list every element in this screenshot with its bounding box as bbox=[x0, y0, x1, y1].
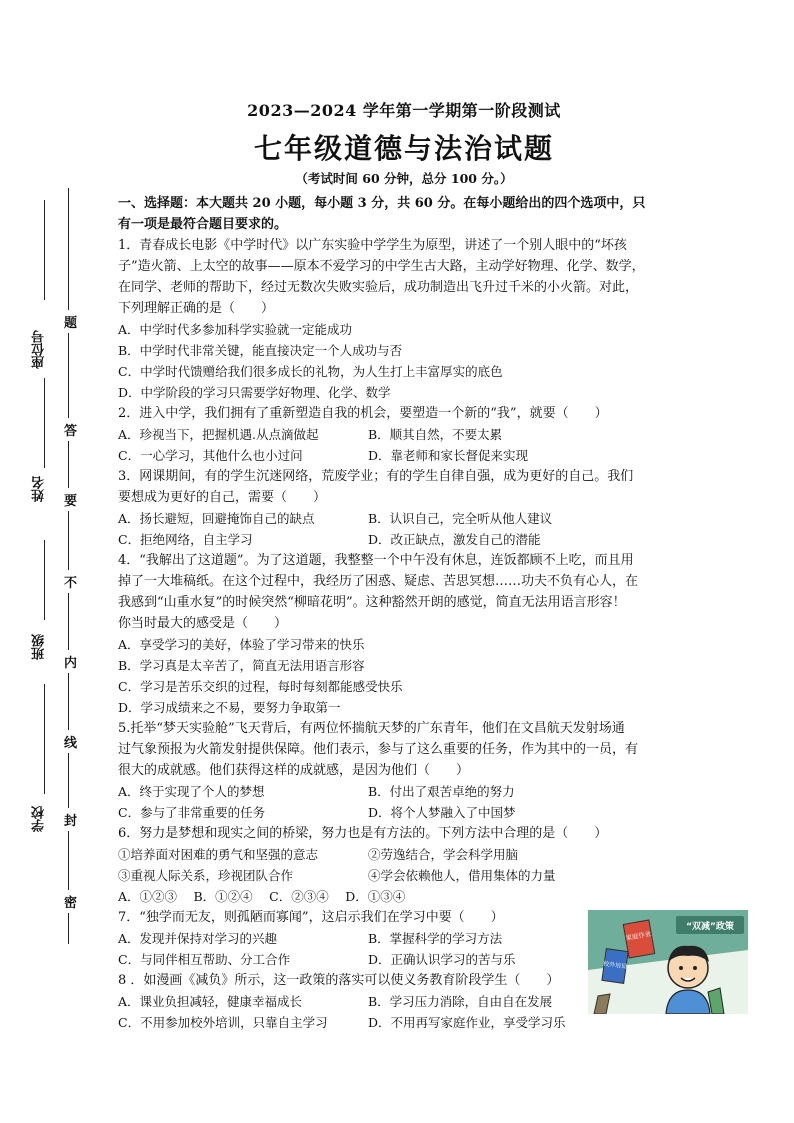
option-row bbox=[118, 1012, 690, 1033]
exam-title: 七年级道德与法治试题 bbox=[253, 132, 554, 165]
statement-4: ④学会依赖他人，借用集体的力量 bbox=[368, 868, 556, 883]
seal-char: 线 bbox=[64, 730, 77, 753]
question-text: 掉了一大堆稿纸。在这个过程中，我经历了困惑、疑虑、苦思冥想……功夫不负有心人，在 bbox=[118, 574, 639, 589]
option-a[interactable]: A．课业负担减轻，健康幸福成长 bbox=[118, 994, 303, 1009]
seat-blank[interactable] bbox=[44, 200, 45, 300]
question-3 bbox=[118, 466, 690, 550]
statement-3: ③重视人际关系，珍视团队合作 bbox=[118, 868, 294, 883]
question-text: 3．网课期间，有的学生沉迷网络，荒废学业；有的学生自律自强，成为更好的自己。我们 bbox=[118, 469, 634, 484]
banner-text: “双减”政策 bbox=[686, 922, 734, 932]
question-text: 过气象预报为火箭发射提供保障。他们表示，参与了这么重要的任务，作为其中的一员，有 bbox=[118, 742, 639, 757]
seal-char: 不 bbox=[64, 570, 77, 593]
option-c[interactable]: C．中学时代馈赠给我们很多成长的礼物，为人生打上丰富厚实的底色 bbox=[118, 364, 503, 379]
option-c[interactable]: C．参与了非常重要的任务 bbox=[118, 805, 266, 820]
option-row bbox=[118, 529, 690, 550]
option-d[interactable]: D．不用再写家庭作业，享受学习乐 bbox=[368, 1015, 566, 1030]
school-blank[interactable] bbox=[44, 684, 45, 794]
option-a[interactable]: A．珍视当下，把握机遇.从点滴做起 bbox=[118, 427, 319, 442]
option-d[interactable]: D．靠老师和家长督促来实现 bbox=[368, 448, 529, 463]
statement-1: ①培养面对困难的勇气和坚强的意志 bbox=[118, 847, 319, 862]
cartoon-jianfu bbox=[588, 910, 748, 1014]
question-5 bbox=[118, 718, 690, 823]
seat-label: 座位号 bbox=[32, 330, 47, 369]
option-b[interactable]: B．掌握科学的学习方法 bbox=[368, 931, 503, 946]
choice-options[interactable]: A．①②③ B．①②④ C．②③④ D．①③④ bbox=[118, 889, 406, 904]
option-c[interactable]: C．与同伴相互帮助、分工合作 bbox=[118, 952, 291, 967]
question-text: 你当时最大的感受是（ ） bbox=[118, 616, 288, 631]
seal-char: 题 bbox=[64, 310, 77, 333]
section-heading: 一、选择题：本大题共 20 小题，每小题 3 分，共 60 分。在每小题给出的四个选项中，只 bbox=[118, 196, 646, 211]
question-text: 2．进入中学，我们拥有了重新塑造自我的机会，要塑造一个新的“我”，就要（ ） bbox=[118, 406, 608, 421]
question-text: 下列理解正确的是（ ） bbox=[118, 301, 275, 316]
option-a[interactable]: A．发现并保持对学习的兴趣 bbox=[118, 931, 278, 946]
class-label: 班级 bbox=[32, 634, 47, 660]
option-row bbox=[118, 508, 690, 529]
option-a[interactable]: A．中学时代多参加科学实验就一定能成功 bbox=[118, 322, 353, 337]
cartoon-image bbox=[588, 910, 748, 1014]
option-c[interactable]: C．拒绝网络，自主学习 bbox=[118, 532, 253, 547]
question-6 bbox=[118, 823, 690, 907]
question-2 bbox=[118, 403, 690, 466]
option-d[interactable]: D．改正缺点，激发自己的潜能 bbox=[368, 532, 541, 547]
question-text: 7．“独学而无友，则孤陋而寡闻”，这启示我们在学习中要（ ） bbox=[118, 910, 504, 925]
question-text: 子”造火箭、上太空的故事——原本不爱学习的中学生古大路，主动学好物理、化学、数学， bbox=[118, 259, 645, 274]
statement-2: ②劳逸结合，学会科学用脑 bbox=[368, 847, 519, 862]
option-b[interactable]: B．顺其自然，不要太累 bbox=[368, 427, 503, 442]
option-row bbox=[118, 424, 690, 445]
option-b[interactable]: B．学习压力消除，自由自在发展 bbox=[368, 994, 553, 1009]
option-b[interactable]: B．付出了艰苦卓绝的努力 bbox=[368, 784, 515, 799]
name-label: 姓名 bbox=[32, 476, 47, 502]
option-d[interactable]: D．学习成绩来之不易，要努力争取第一 bbox=[118, 700, 341, 715]
option-b[interactable]: B．学习真是太辛苦了，简直无法用语言形容 bbox=[118, 658, 365, 673]
statement-row bbox=[118, 844, 690, 865]
question-text: 4．“我解出了这道题”。为了这道题，我整整一个中午没有休息，连饭都顾不上吃，而且用 bbox=[118, 553, 634, 568]
option-d[interactable]: D．正确认识学习的苦与乐 bbox=[368, 952, 516, 967]
question-text: 8 ．如漫画《减负》所示，这一政策的落实可以使义务教育阶段学生（ ） bbox=[118, 973, 560, 988]
book-label: 校外培训 bbox=[602, 960, 628, 971]
question-text: 6．努力是梦想和现实之间的桥梁，努力也是有方法的。下列方法中合理的是（ ） bbox=[118, 826, 608, 841]
name-blank[interactable] bbox=[44, 378, 45, 468]
exam-term: 2023—2024 学年第一学期第一阶段测试 bbox=[247, 101, 561, 120]
option-row bbox=[118, 781, 690, 802]
question-text: 1．青春成长电影《中学时代》以广东实验中学学生为原型，讲述了一个别人眼中的“坏孩 bbox=[118, 238, 627, 253]
seal-char: 密 bbox=[64, 890, 77, 913]
option-a[interactable]: A．终于实现了个人的梦想 bbox=[118, 784, 265, 799]
option-a[interactable]: A．扬长避短，回避掩饰自己的缺点 bbox=[118, 511, 315, 526]
option-c[interactable]: C．不用参加校外培训，只靠自主学习 bbox=[118, 1015, 328, 1030]
question-text: 我感到“山重水复”的时候突然“柳暗花明”。这种豁然开朗的感觉，简直无法用语言形容！ bbox=[118, 595, 626, 610]
section-heading: 有一项是最符合题目要求的。 bbox=[118, 217, 288, 232]
school-label: 学校 bbox=[32, 806, 47, 832]
binding-margin bbox=[0, 180, 110, 960]
question-4 bbox=[118, 550, 690, 718]
exam-content bbox=[118, 98, 690, 1033]
question-text: 要想成为更好的自己，需要（ ） bbox=[118, 490, 327, 505]
book-label: 家庭作业 bbox=[624, 929, 652, 943]
option-b[interactable]: B．中学时代非常关键，能直接决定一个人成功与否 bbox=[118, 343, 403, 358]
option-row bbox=[118, 445, 690, 466]
seal-char: 封 bbox=[64, 808, 77, 831]
exam-note: （考试时间 60 分钟，总分 100 分。） bbox=[295, 171, 513, 186]
option-d[interactable]: D．将个人梦融入了中国梦 bbox=[368, 805, 516, 820]
seal-char: 要 bbox=[64, 488, 77, 511]
class-blank[interactable] bbox=[44, 540, 45, 620]
statement-row bbox=[118, 865, 690, 886]
question-text: 5.托举“梦天实验舱”飞天背后，有两位怀揣航天梦的广东青年，他们在文昌航天发射场通 bbox=[118, 721, 625, 736]
question-text: 在同学、老师的帮助下，经过无数次失败实验后，成功制造出飞升过千米的小火箭。对此， bbox=[118, 280, 639, 295]
option-a[interactable]: A．享受学习的美好，体验了学习带来的快乐 bbox=[118, 637, 365, 652]
seal-char: 答 bbox=[64, 418, 77, 441]
option-b[interactable]: B．认识自己，完全听从他人建议 bbox=[368, 511, 553, 526]
option-c[interactable]: C．一心学习，其他什么也小过问 bbox=[118, 448, 303, 463]
question-1 bbox=[118, 235, 690, 403]
option-d[interactable]: D．中学阶段的学习只需要学好物理、化学、数学 bbox=[118, 385, 391, 400]
option-row[interactable] bbox=[118, 886, 690, 907]
option-row bbox=[118, 802, 690, 823]
question-text: 很大的成就感。他们获得这样的成就感，是因为他们（ ） bbox=[118, 763, 470, 778]
seal-char: 内 bbox=[64, 650, 77, 673]
option-c[interactable]: C．学习是苦乐交织的过程，每时每刻都能感受快乐 bbox=[118, 679, 403, 694]
